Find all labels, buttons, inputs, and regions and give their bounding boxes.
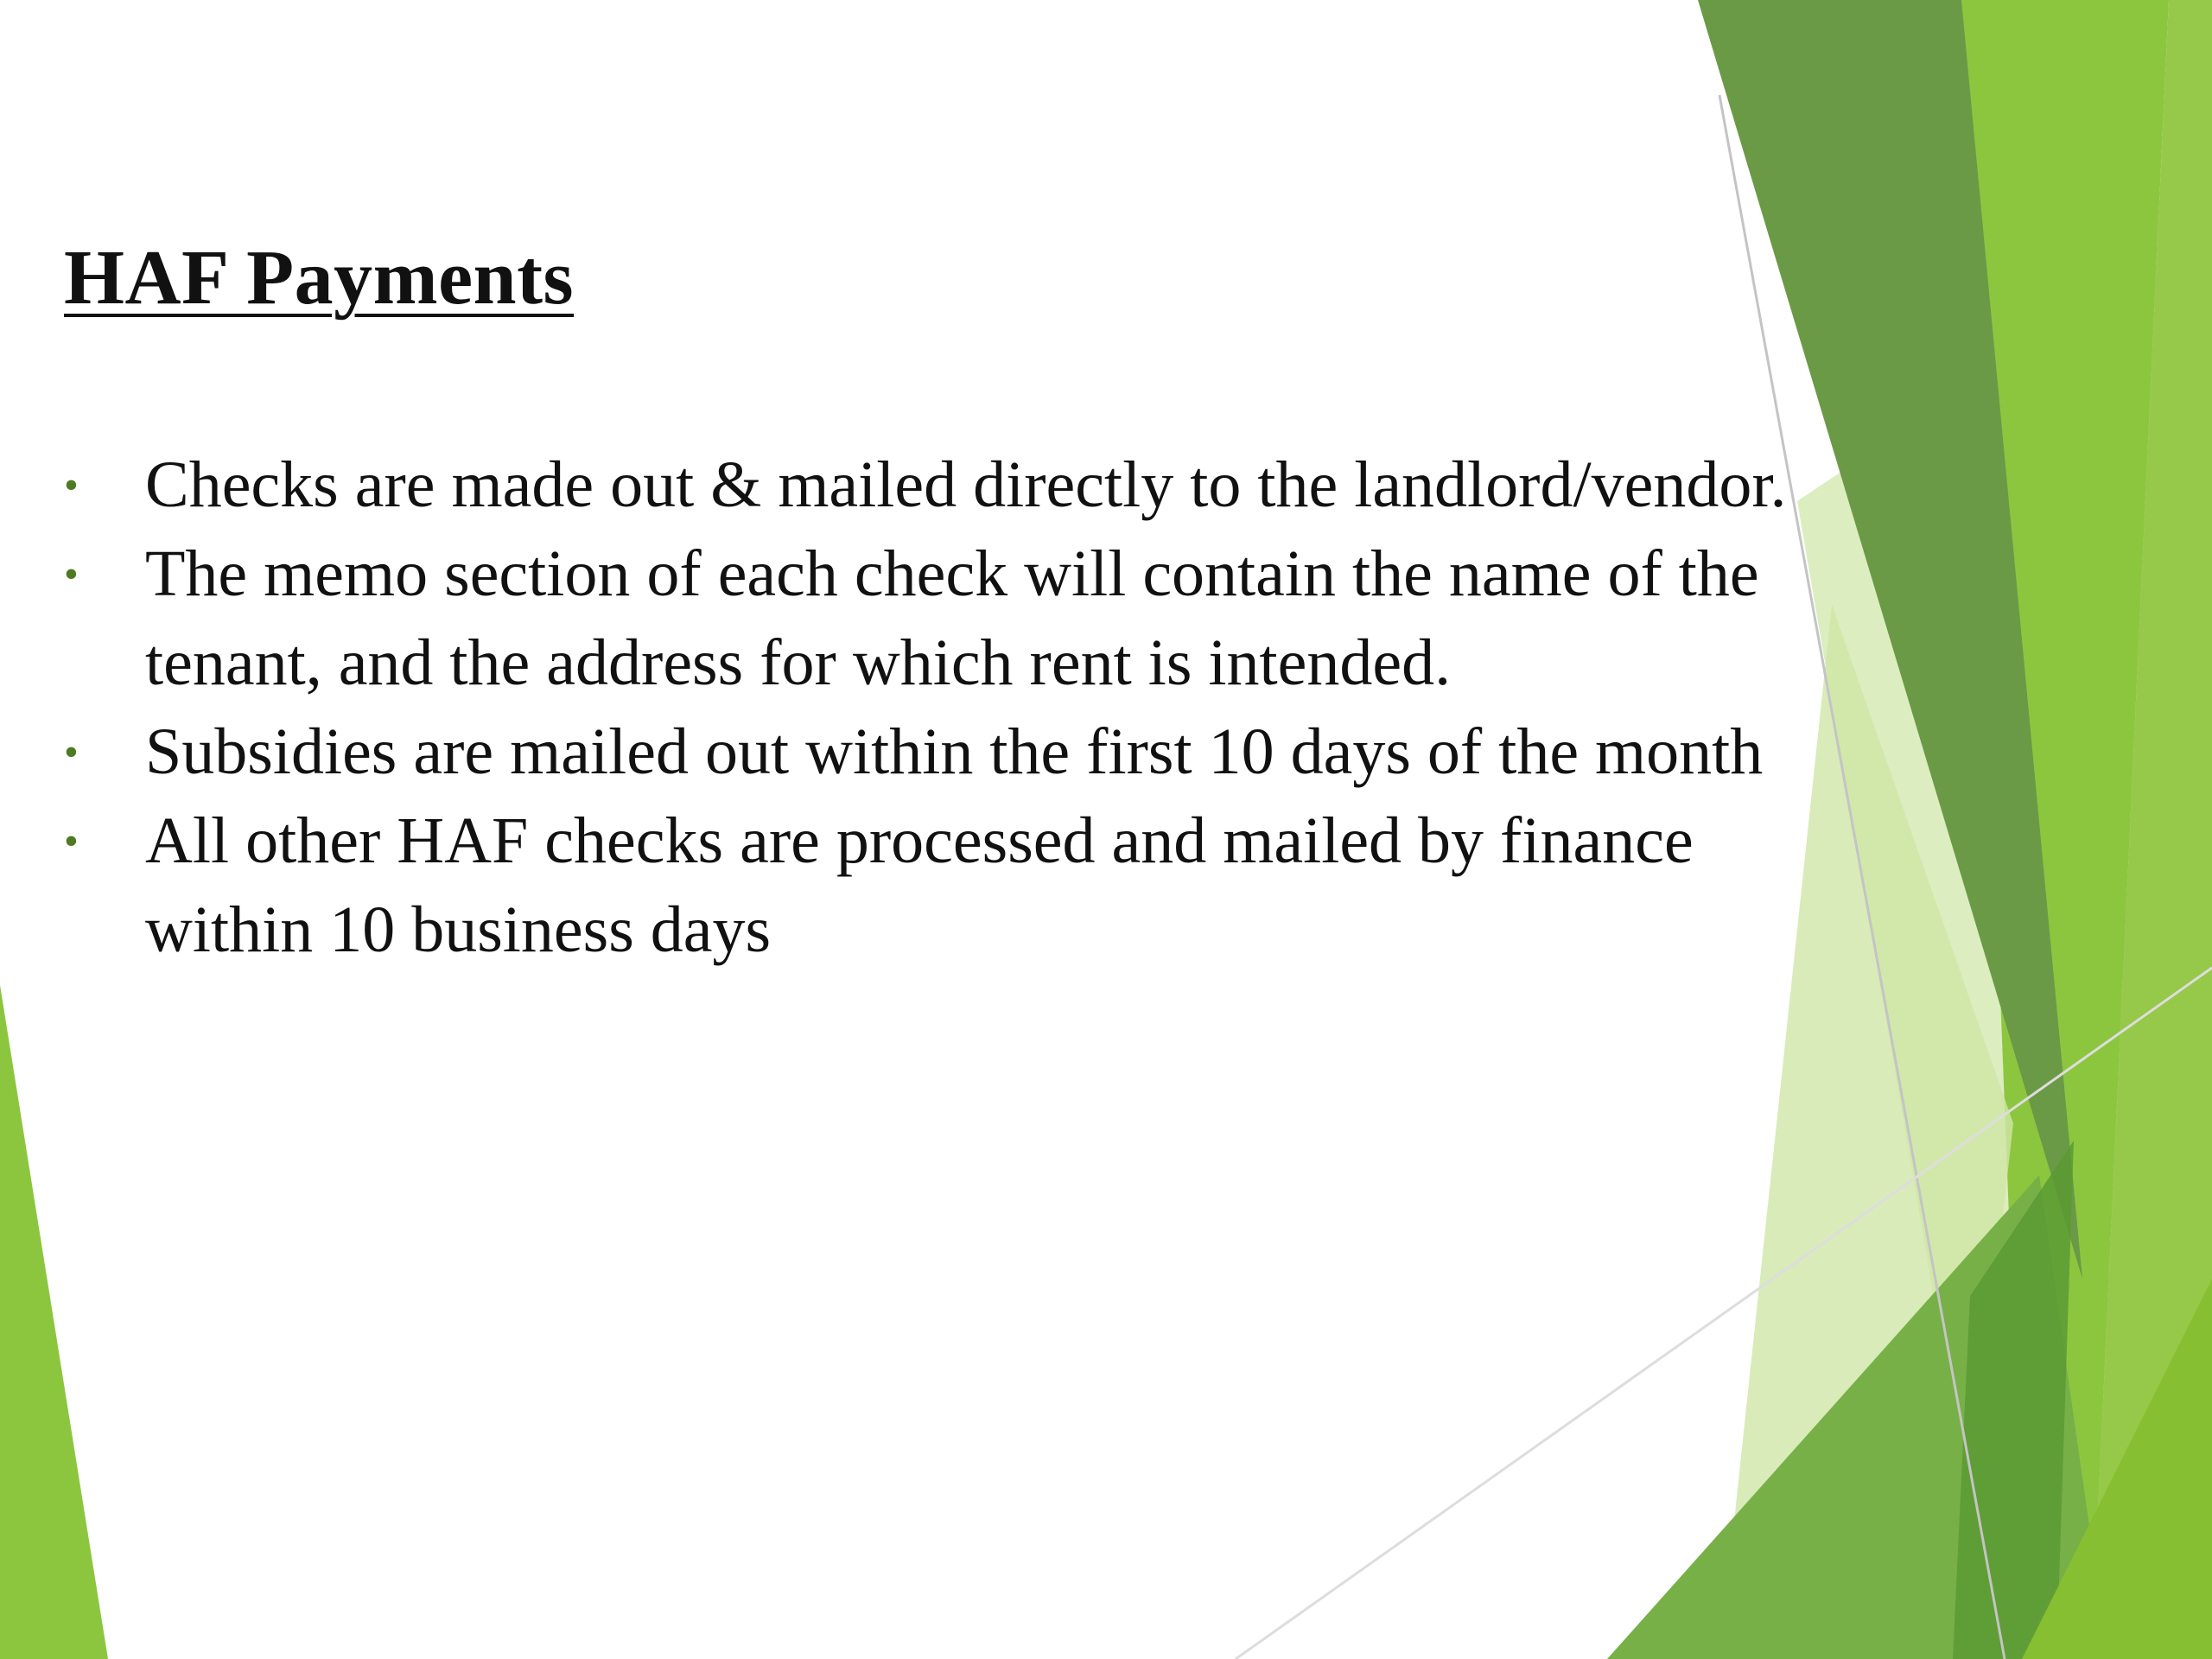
bullet-dot-icon: •: [64, 818, 79, 864]
bullet-dot-icon: •: [64, 462, 79, 508]
facet-left-edge: [0, 985, 108, 1659]
bullet-list: [64, 441, 1861, 975]
list-item: [64, 708, 1861, 797]
list-item: [64, 441, 1861, 530]
bullet-dot-icon: •: [64, 551, 79, 597]
bullet-text: Subsidies are mailed out within the first 10 days of the month: [145, 715, 1764, 788]
list-item: [64, 797, 1861, 975]
list-item: [64, 530, 1861, 708]
bullet-text: The memo section of each check will contain the name of the tenant, and the address for which rent is intended.: [145, 537, 1759, 699]
bullet-text: Checks are made out & mailed directly to the landlord/vendor.: [145, 448, 1787, 521]
slide-title: HAF Payments: [64, 235, 575, 321]
bullet-dot-icon: •: [64, 729, 79, 775]
bullet-text: All other HAF checks are processed and mailed by finance within 10 business days: [145, 804, 1694, 966]
